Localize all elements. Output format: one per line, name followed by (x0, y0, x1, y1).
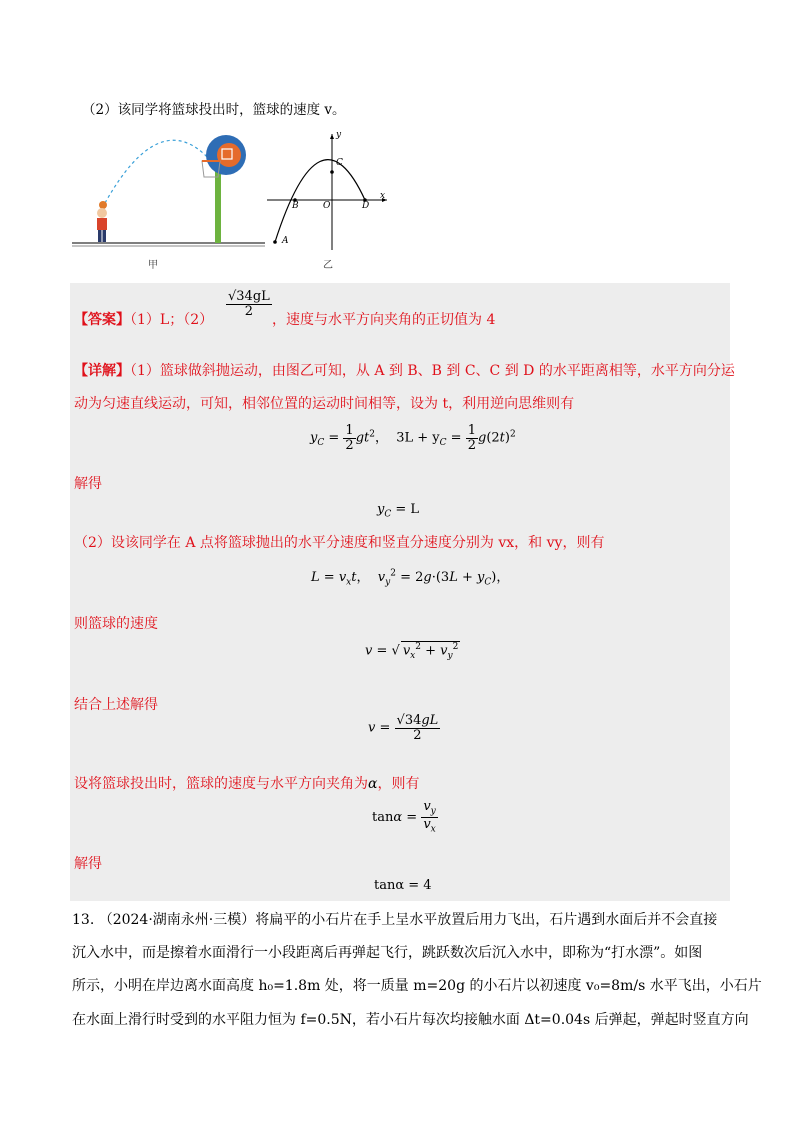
answer-fraction (226, 290, 272, 318)
label-O: O (323, 201, 331, 211)
player-leg-right (103, 230, 107, 242)
detail-line2: 动为匀速直线运动，可知，相邻位置的运动时间相等，设为 t，利用逆向思维则有 (74, 396, 575, 412)
q13-line3: 所示，小明在岸边离水面高度 h₀=1.8m 处，将一质量 m=20g 的小石片以初速度 v₀=8m/s 水平飞出，小石片 (72, 978, 762, 994)
combine-label: 结合上述解得 (74, 697, 158, 713)
equation-5: v = $\frac{√34gL}{2}$ (368, 713, 439, 743)
part2-line: （2）设该同学在 A 点将篮球抛出的水平分速度和竖直分速度分别为 vx，和 vy，则有 (74, 535, 605, 551)
player-shirt (97, 218, 107, 230)
equation-2: $y_C = L$ (377, 502, 420, 520)
label-B: B (292, 201, 299, 211)
player-head (97, 208, 107, 218)
q13-line4: 在水面上滑行时受到的水平阻力恒为 f=0.5N，若小石片每次均接触水面 Δt=0.04s 后弹起，弹起时竖直方向 (72, 1012, 749, 1028)
alpha-symbol: α (368, 776, 378, 792)
label-D: D (362, 201, 370, 211)
answer-line (74, 309, 213, 329)
figure-label-jia: 甲 (148, 260, 158, 271)
equation-1: $y_C$ = $\frac{1}{2}$ $gt^2$， $3L + y_C$ = $\frac{1}{2}$ $g(2t)^2$ (310, 423, 516, 453)
equation-7: tanα = 4 (374, 878, 432, 893)
q13-line2: 沉入水中，而是擦着水面滑行一小段距离后再弹起飞行，跳跃数次后沉入水中，即称为“打水漂”。如图 (72, 945, 703, 961)
eq1-mid: 3L + y (396, 430, 440, 446)
question-part2: （2）该同学将篮球投出时，篮球的速度 v。 (82, 102, 346, 118)
answer-tail: ，速度与水平方向夹角的正切值为 4 (272, 312, 496, 328)
axis-label-x: x (380, 191, 386, 201)
speed-intro: 则篮球的速度 (74, 616, 158, 632)
answer-frac-num: √34gL (228, 289, 270, 304)
q13-line1: 13. （2024·湖南永州·三模）将扁平的小石片在手上呈水平放置后用力飞出，石片遇到水面后并不会直接 (72, 912, 718, 928)
answer-frac-den: 2 (244, 303, 254, 319)
equation-3: $L = v_xt$， $v_y^2 = 2g\cdot(3L + y_C)$， (311, 568, 510, 588)
answer-part1: （1）L；（2） (130, 312, 214, 328)
parabola-curve (275, 160, 365, 242)
equation-4: v = √ $v_x^2 + v_y^2$ (365, 642, 459, 661)
figure-label-yi: 乙 (323, 260, 333, 271)
point-A (273, 240, 277, 244)
eq1-y: y (310, 430, 318, 446)
y-axis-arrow (330, 134, 334, 139)
player-leg-left (98, 230, 102, 242)
label-A: A (282, 236, 289, 246)
figure-jia (70, 125, 270, 265)
trajectory-dashed (105, 140, 210, 203)
label-C: C (336, 158, 343, 168)
axis-label-y: y (336, 130, 342, 140)
detail-tag: 【详解】 (74, 363, 130, 379)
answer-tag: 【答案】 (74, 312, 130, 328)
detail-line1 (74, 360, 735, 380)
backboard-target (217, 143, 241, 167)
point-C (330, 170, 334, 174)
angle-intro-line: 设将篮球投出时，篮球的速度与水平方向夹角为α，则有 (74, 776, 420, 792)
solve-label-2: 解得 (74, 856, 102, 872)
solve-label-1: 解得 (74, 476, 102, 492)
basketball-icon (99, 201, 107, 209)
detail-line1-text: （1）篮球做斜抛运动，由图乙可知，从 A 到 B、B 到 C、C 到 D 的水平距离相等，水平方向分运 (130, 363, 735, 379)
equation-6: tanα = $\frac{v_y}{v_x}$ (372, 799, 436, 835)
